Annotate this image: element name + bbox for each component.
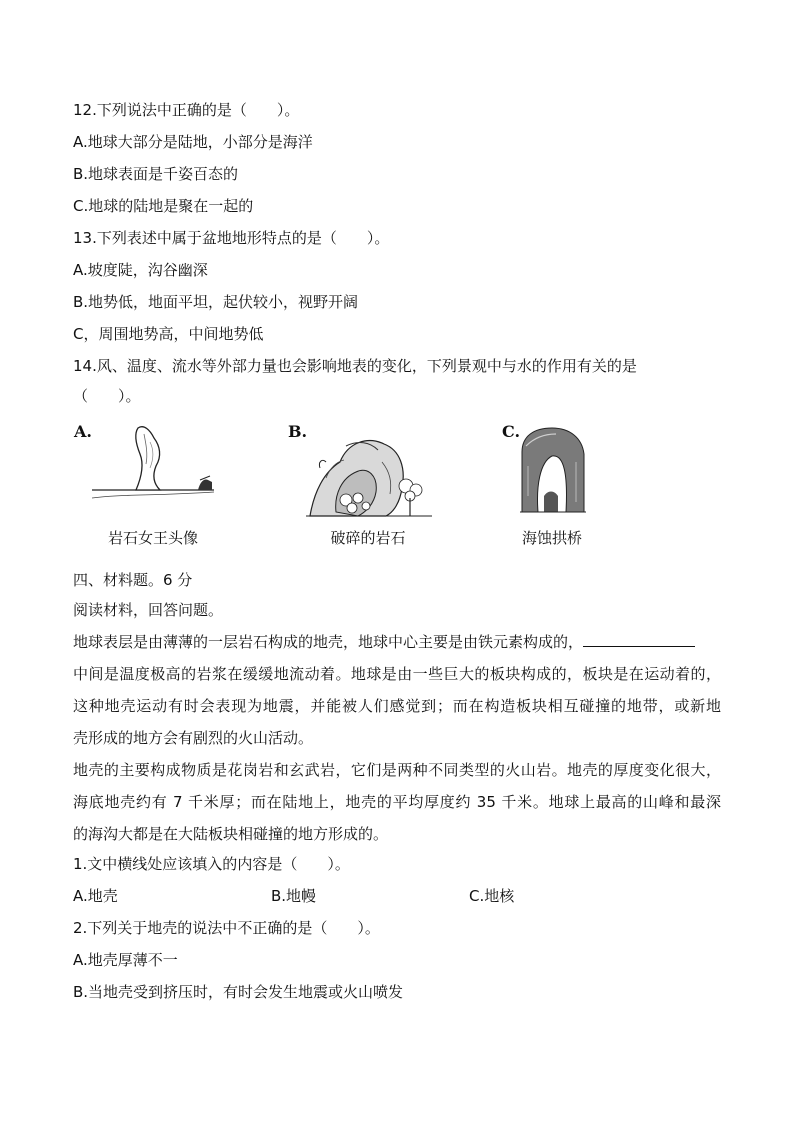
material-para2-line2: 海底地壳约有 7 千米厚；而在陆地上，地壳的平均厚度约 35 千米。地球上最高的山峰和最深 bbox=[73, 793, 721, 811]
material-para1-line1 bbox=[73, 632, 695, 652]
q13-option-c: C，周围地势高，中间地势低 bbox=[73, 325, 264, 343]
figure-a-caption: 岩石女王头像 bbox=[107, 529, 198, 547]
material-para2-line1: 地壳的主要构成物质是花岗岩和玄武岩，它们是两种不同类型的火山岩。地壳的厚度变化很大， bbox=[73, 761, 721, 779]
s4-q1-option-b: B.地幔 bbox=[271, 887, 317, 905]
s4-q1-stem: 1.文中横线处应该填入的内容是（ ）。 bbox=[73, 855, 350, 873]
rock-queen-head-icon bbox=[92, 424, 214, 506]
q14-stem-line2: （ ）。 bbox=[73, 387, 141, 405]
q12-stem: 12.下列说法中正确的是（ ）。 bbox=[73, 101, 300, 119]
material-para1-line2: 中间是温度极高的岩浆在缓缓地流动着。地球是由一些巨大的板块构成的，板块是在运动着的， bbox=[73, 665, 721, 683]
section4-title: 四、材料题。6 分 bbox=[73, 571, 193, 589]
material-para1-line4: 壳形成的地方会有剧烈的火山活动。 bbox=[73, 729, 314, 747]
figure-b-letter: B. bbox=[288, 422, 308, 441]
q12-option-a: A.地球大部分是陆地，小部分是海洋 bbox=[73, 133, 313, 151]
figure-a-letter: A. bbox=[74, 422, 92, 441]
s4-q1-option-a: A.地壳 bbox=[73, 887, 118, 905]
q13-option-a: A.坡度陡，沟谷幽深 bbox=[73, 261, 208, 279]
broken-rocks-icon bbox=[306, 432, 432, 518]
s4-q2-stem: 2.下列关于地壳的说法中不正确的是（ ）。 bbox=[73, 919, 380, 937]
s4-q1-option-c: C.地核 bbox=[469, 887, 515, 905]
material-para1-line3: 这种地壳运动有时会表现为地震，并能被人们感觉到；而在构造板块相互碰撞的地带，或新地 bbox=[73, 697, 721, 715]
figure-c-letter: C. bbox=[502, 422, 521, 441]
q13-option-b: B.地势低，地面平坦，起伏较小，视野开阔 bbox=[73, 293, 359, 311]
figure-c-caption: 海蚀拱桥 bbox=[521, 529, 582, 547]
fill-in-blank bbox=[583, 632, 695, 647]
s4-q2-option-a: A.地壳厚薄不一 bbox=[73, 951, 178, 969]
material-para1-text: 地球表层是由薄薄的一层岩石构成的地壳，地球中心主要是由铁元素构成的， bbox=[73, 633, 584, 651]
sea-arch-icon bbox=[520, 426, 586, 514]
figure-b-caption-visible: 破碎的岩石 bbox=[330, 529, 406, 547]
q14-stem-line1: 14.风、温度、流水等外部力量也会影响地表的变化，下列景观中与水的作用有关的是 bbox=[73, 357, 637, 375]
section4-instruction: 阅读材料，回答问题。 bbox=[73, 601, 224, 619]
q12-option-b: B.地球表面是千姿百态的 bbox=[73, 165, 239, 183]
material-para2-line3: 的海沟大都是在大陆板块相碰撞的地方形成的。 bbox=[73, 825, 389, 843]
q13-stem: 13.下列表述中属于盆地地形特点的是（ ）。 bbox=[73, 229, 390, 247]
q12-option-c: C.地球的陆地是聚在一起的 bbox=[73, 197, 254, 215]
s4-q2-option-b: B.当地壳受到挤压时，有时会发生地震或火山喷发 bbox=[73, 983, 404, 1001]
